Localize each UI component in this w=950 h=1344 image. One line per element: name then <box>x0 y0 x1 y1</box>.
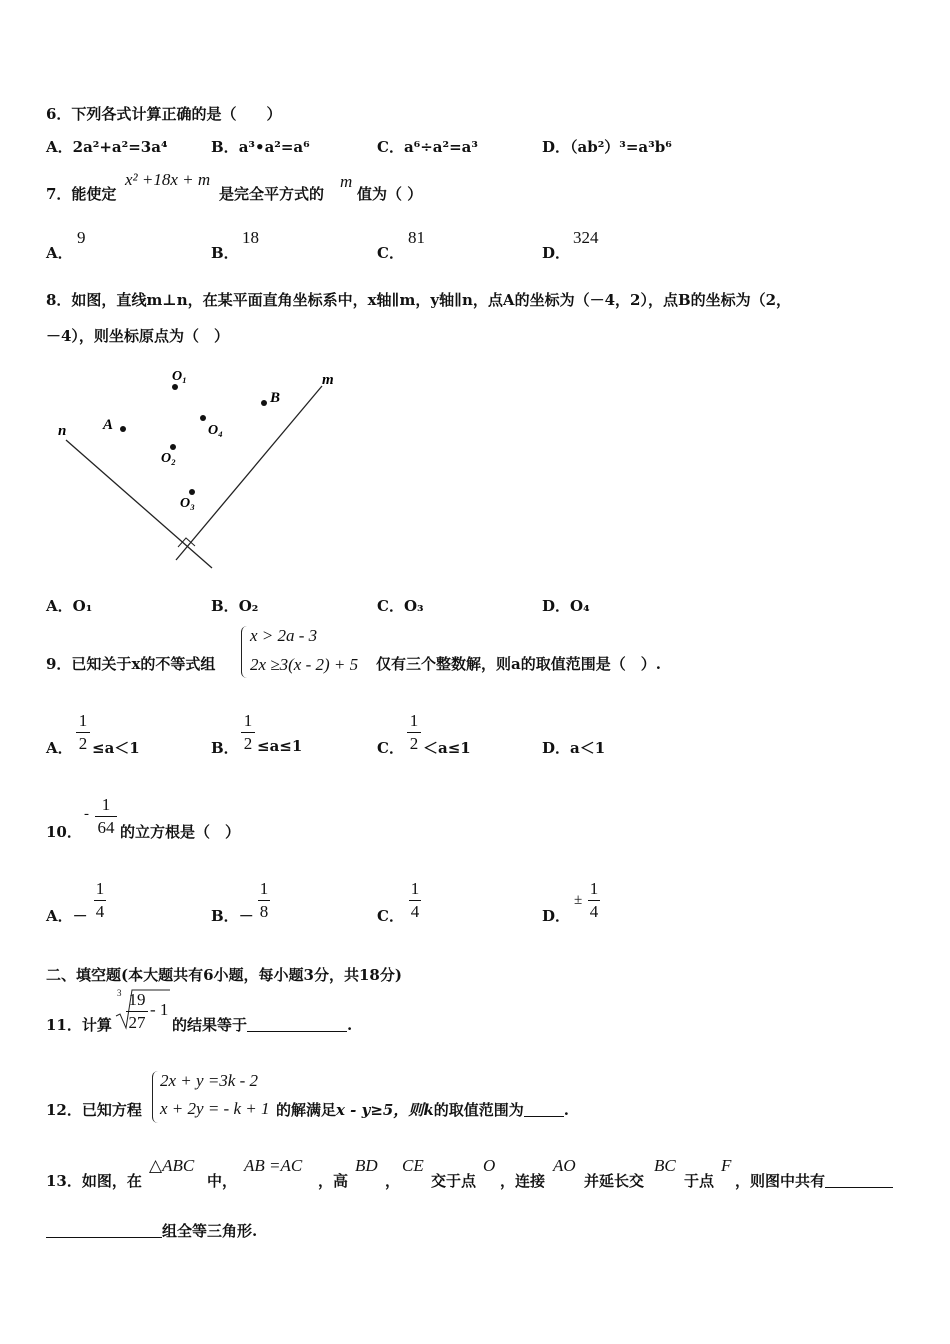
q7-variable: m <box>340 172 353 191</box>
q10-option-b-fraction: 1 8 <box>259 879 269 921</box>
q10-tail: 的立方根是（ ） <box>120 823 241 841</box>
q13-yudian: 于点 <box>684 1172 715 1190</box>
q13-f: F <box>721 1156 732 1175</box>
point-o1-label: O₁ <box>172 369 187 384</box>
q8-stem-line1: 8．如图，直线m⊥n，在某平面直角坐标系中，x轴∥m，y轴∥n，点A的坐标为（－4，2），点B的坐标为（2， <box>46 291 792 309</box>
q10-option-b-label: B．－ <box>211 907 254 925</box>
q8-option-b: B．O₂ <box>211 597 259 615</box>
q9-option-c-rest: ＜a≤1 <box>423 739 471 757</box>
q9-option-b-label: B． <box>211 739 239 757</box>
q10-sign: - <box>84 806 89 822</box>
q12-brace <box>152 1071 159 1123</box>
q9-inequality-2: 2x ≥3(x - 2) + 5 <box>250 655 359 674</box>
q7-tail: 值为（ ） <box>357 185 423 203</box>
point-o3 <box>189 489 195 495</box>
q7-option-c-value: 81 <box>408 228 425 247</box>
q11-root-index: 3 <box>117 988 122 998</box>
q13-ao: AO <box>553 1156 576 1175</box>
point-b <box>261 400 267 406</box>
q8-stem-line2: －4），则坐标原点为（ ） <box>46 327 229 345</box>
q8-figure <box>40 360 350 575</box>
q9-inequality-1: x > 2a - 3 <box>250 626 318 645</box>
point-a-label: A <box>103 417 114 433</box>
point-o2-label: O₂ <box>161 451 176 466</box>
q8-option-c: C．O₃ <box>377 597 424 615</box>
q11-answer-blank[interactable] <box>247 1017 347 1032</box>
section-2-title: 二、填空题(本大题共有6小题，每小题3分，共18分) <box>46 966 402 984</box>
q11-fraction: 19 27 <box>126 990 148 1033</box>
q8-option-d: D．O₄ <box>542 597 590 615</box>
q9-option-c-label: C． <box>377 739 404 757</box>
q9-option-b-rest: ≤a≤1 <box>257 737 303 755</box>
point-o3-label: O₃ <box>180 496 195 511</box>
q13-answer-blank-2[interactable] <box>46 1223 162 1238</box>
q7-option-a-value: 9 <box>77 228 86 247</box>
point-o4-label: O₄ <box>208 423 223 438</box>
q12-equation-2: x + 2y = - k + 1 <box>160 1099 270 1118</box>
q13-bc: BC <box>654 1156 676 1175</box>
q10-option-d-fraction: 1 4 <box>589 879 599 921</box>
q10-option-d-label: D． <box>542 907 571 925</box>
q13-line2: 组全等三角形. <box>46 1220 257 1241</box>
q12-answer-blank[interactable] <box>524 1102 564 1117</box>
q9-option-d: D．a＜1 <box>542 739 606 757</box>
q13-jiao: 交于点 <box>431 1172 477 1190</box>
q10-option-a-label: A．－ <box>46 907 88 925</box>
q11-minus-one: - 1 <box>150 1000 169 1019</box>
q11-tail: 的结果等于 . <box>172 1016 353 1034</box>
q6-option-d: D．（ab²）³=a³b⁶ <box>542 138 672 156</box>
q7-option-d-value: 324 <box>573 228 599 247</box>
q13-ce: CE <box>402 1156 424 1175</box>
q6-option-a: A．2a²+a²=3a⁴ <box>46 138 168 156</box>
q13-tail: ，则图中共有 <box>735 1170 893 1191</box>
q13-zhong: 中， <box>207 1172 238 1190</box>
point-o1 <box>172 384 178 390</box>
q12-equation-1: 2x + y =3k - 2 <box>160 1071 258 1090</box>
q13-number: 13．如图，在 <box>46 1172 142 1190</box>
q9-brace <box>241 626 248 678</box>
q9-tail: 仅有三个整数解，则a的取值范围是（ ）. <box>376 655 661 673</box>
q7-number: 7．能使定 <box>46 185 117 203</box>
q9-option-a-fraction: 1 2 <box>76 711 90 754</box>
q9-option-a-label: A． <box>46 739 73 757</box>
q7-option-d-label: D． <box>542 244 571 262</box>
q8-option-a: A．O₁ <box>46 597 93 615</box>
q7-option-b-value: 18 <box>242 228 259 247</box>
q11-number: 11．计算 <box>46 1016 112 1034</box>
line-m <box>176 386 322 560</box>
q10-option-c-fraction: 1 4 <box>410 879 420 921</box>
line-m-label: m <box>322 372 334 388</box>
q9-option-c-fraction: 1 2 <box>407 711 421 754</box>
q10-option-a-fraction: 1 4 <box>95 879 105 921</box>
q7-option-a-label: A． <box>46 244 73 262</box>
q6-stem: 6．下列各式计算正确的是（ ） <box>46 105 282 123</box>
q13-o: O <box>483 1156 496 1175</box>
point-b-label: B <box>270 390 281 406</box>
line-n-label: n <box>58 423 67 439</box>
q10-option-c-label: C． <box>377 907 404 925</box>
q6-option-b: B．a³•a²=a⁶ <box>211 138 310 156</box>
q12-number: 12．已知方程 <box>46 1101 142 1119</box>
q13-yanchang: 并延长交 <box>584 1172 645 1190</box>
q7-mid: 是完全平方式的 <box>219 185 325 203</box>
q13-gao: ，高 <box>318 1172 349 1190</box>
q13-lianjie: ，连接 <box>500 1172 546 1190</box>
q10-option-d-sign: ± <box>574 892 583 908</box>
q13-bd: BD <box>355 1156 378 1175</box>
q10-number: 10． <box>46 823 82 841</box>
q9-option-b-fraction: 1 2 <box>241 711 255 754</box>
q7-expression: x² +18x + m <box>125 170 211 189</box>
point-a <box>120 426 126 432</box>
point-o2 <box>170 444 176 450</box>
q9-option-a-rest: ≤a＜1 <box>92 739 140 757</box>
q12-tail: 的解满足x - y≥5，则k的取值范围为 . <box>276 1101 570 1119</box>
q7-option-c-label: C． <box>377 244 404 262</box>
q13-ab-eq-ac: AB =AC <box>244 1156 303 1175</box>
q9-number: 9．已知关于x的不等式组 <box>46 655 216 673</box>
q13-triangle: △ABC <box>149 1156 195 1175</box>
q13-answer-blank-1[interactable] <box>825 1173 893 1188</box>
q13-comma: ， <box>385 1172 401 1190</box>
q6-option-c: C．a⁶÷a²=a³ <box>377 138 478 156</box>
q7-option-b-label: B． <box>211 244 239 262</box>
q10-fraction: 1 64 <box>95 795 117 838</box>
point-o4 <box>200 415 206 421</box>
